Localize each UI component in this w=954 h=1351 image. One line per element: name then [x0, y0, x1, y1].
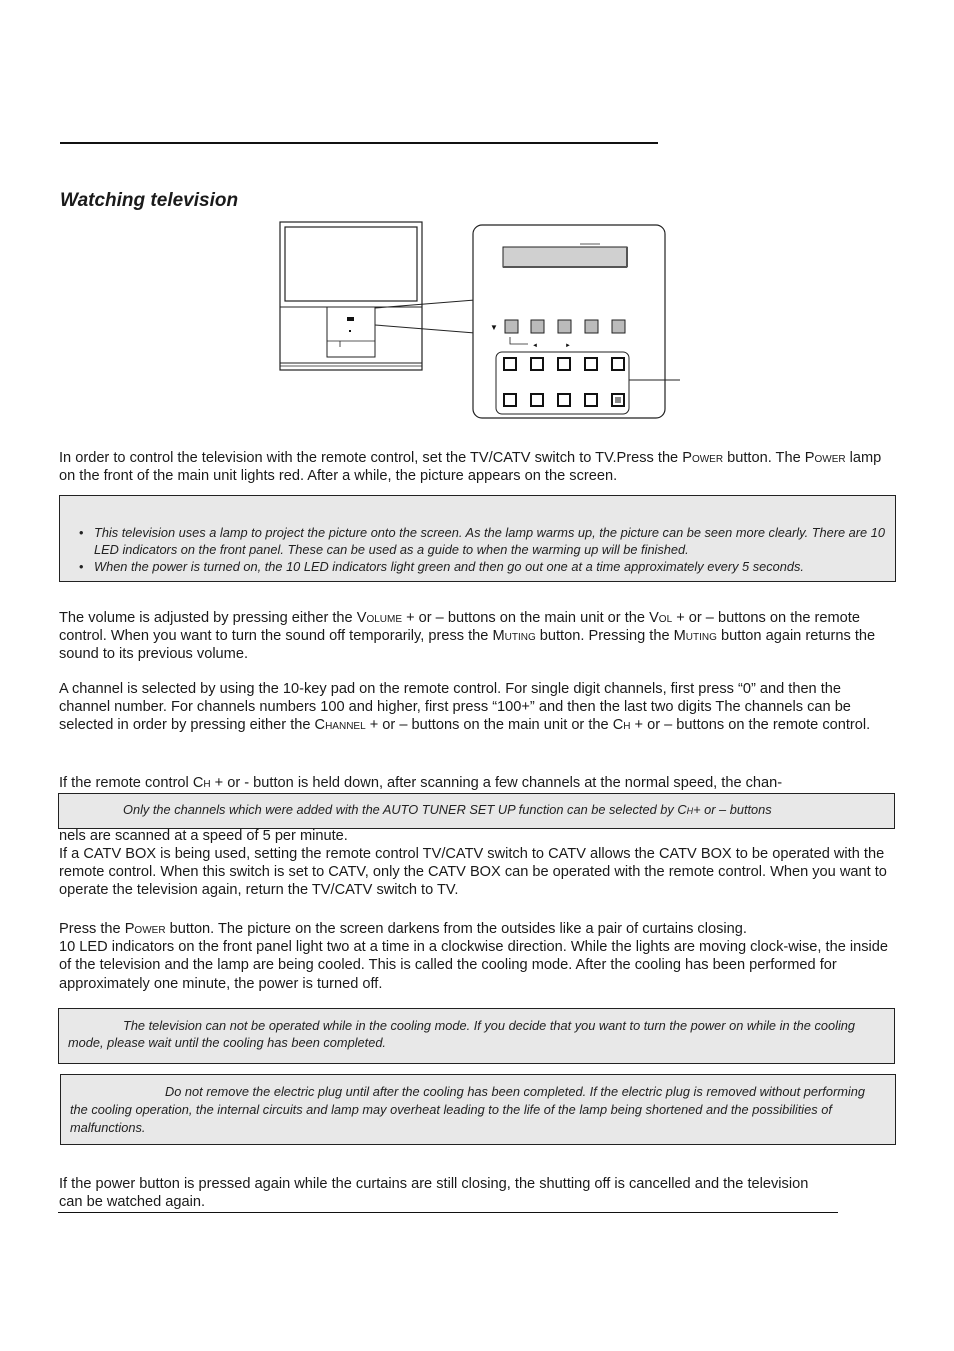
- auto-tuner-note-box: Only the channels which were added with the AUTO TUNER SET UP function can be selected by Ch+ or – buttons: [58, 793, 895, 829]
- scan-paragraph-continued: nels are scanned at a speed of 5 per minute.: [59, 828, 348, 844]
- note-item: • When the power is turned on, the 10 LED indicators light green and then go out one at a time approximately every 5 seconds.: [94, 558, 885, 575]
- channel-paragraph: A channel is selected by using the 10-key pad on the remote control. For single digit channels, first press “0” and then the channel number. For channels numbers 100 and higher, first press “100+” and then the last two digits The channels can be selected in order by pressing either the Channel + or – buttons on the main unit or the Ch + or – buttons on the remote control.: [59, 681, 871, 734]
- scan-paragraph: If the remote control Ch + or - button is held down, after scanning a few channels at the normal speed, the chan-: [59, 775, 783, 791]
- lamp-note-box: [59, 495, 896, 582]
- footer-rule: [58, 1212, 838, 1213]
- catv-paragraph: If a CATV BOX is being used, setting the remote control TV/CATV switch to CATV allows the CATV BOX to be operated with the remote control. When this switch is set to CATV, only the CATV BOX can be operated with the remote control. When you want to operate the television again, return the TV/CATV switch to TV.: [59, 846, 887, 899]
- tv-illustration: [280, 222, 422, 370]
- note-item: • This television uses a lamp to project the picture onto the screen. As the lamp warms up, the picture can be seen more clearly. There are 10 LED indicators on the front panel. These can be used as a guide to when the warming up will be finished.: [94, 524, 885, 558]
- front-panel-zoom: [473, 225, 680, 418]
- right-arrow-icon: ►: [565, 343, 571, 349]
- power-off-paragraph: Press the Power button. The picture on the screen darkens from the outsides like a pair of curtains closing. 10 LED indicators on the front panel light two at a time in a clockwise direction. While the lights are moving clock-wise, the inside of the television and the lamp are being cooled. This is called the cooling mode. After the cooling has been performed for approximately one minute, the power is turned off.: [59, 921, 889, 992]
- left-arrow-icon: ◄: [532, 343, 538, 349]
- electric-plug-caution-box: Do not remove the electric plug until after the cooling has been completed. If the electric plug is removed without performing the cooling operation, the internal circuits and lamp may overheat leading to the life of the lamp being shortened and the possibilities of malfunctions.: [60, 1074, 896, 1145]
- volume-paragraph: The volume is adjusted by pressing either the Volume + or – buttons on the main unit or the Vol + or – buttons on the remote control. When you want to turn the sound off temporarily, press the Muting button. Pressing the Muting button again returns the sound to its previous volume.: [59, 610, 876, 663]
- tv-front-panel-diagram: [270, 215, 700, 430]
- cancel-shutoff-paragraph: If the power button is pressed again while the curtains are still closing, the shutting off is cancelled and the television can be watched again.: [59, 1176, 809, 1211]
- power-on-paragraph: In order to control the television with the remote control, set the TV/CATV switch to TV.Press the Power button. The Power lamp on the front of the main unit lights red. After a while, the picture appears on the screen.: [59, 450, 882, 485]
- down-arrow-icon: ▼: [490, 323, 498, 332]
- header-rule: [60, 142, 658, 144]
- cooling-mode-note-box: The television can not be operated while in the cooling mode. If you decide that you want to turn the power on while in the cooling mode, please wait until the cooling has been completed.: [58, 1008, 895, 1064]
- section-title: Watching television: [60, 190, 239, 211]
